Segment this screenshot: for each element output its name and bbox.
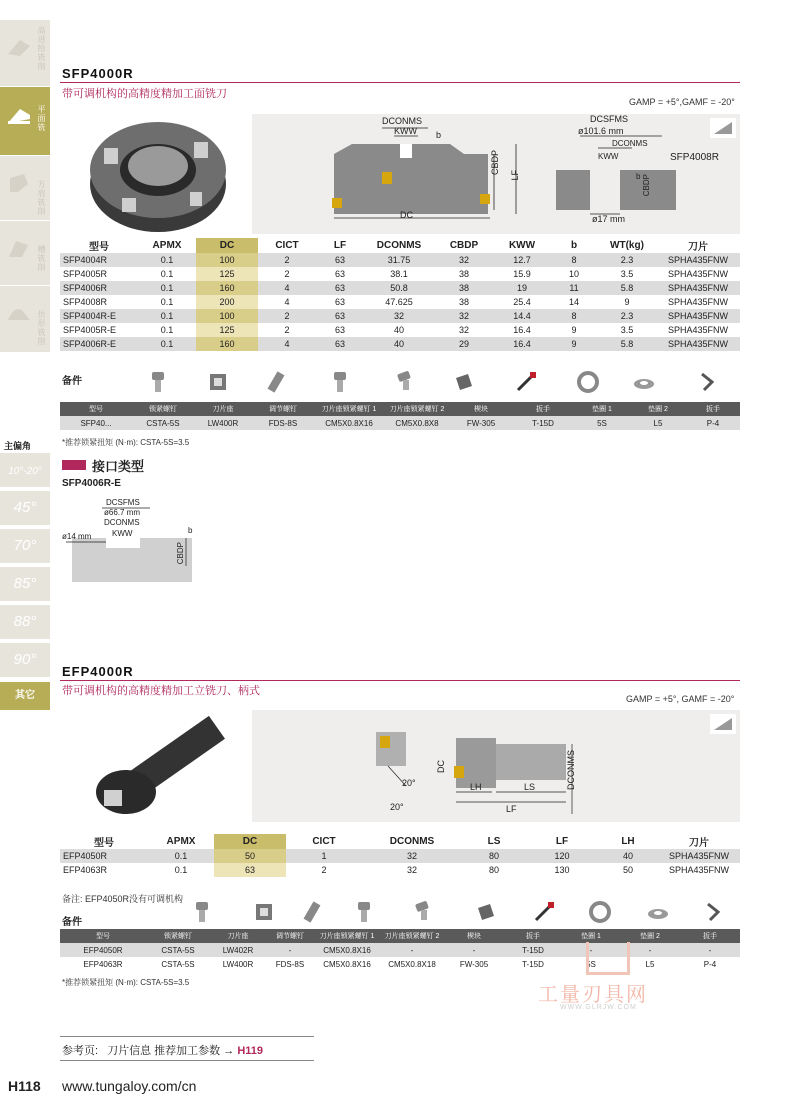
table-cell: SPHA435FNW <box>656 253 740 267</box>
hex-key-icon <box>696 370 720 394</box>
ref-text: 刀片信息 推荐加工参数 → <box>107 1045 235 1057</box>
parts-col-header: 扳手 <box>504 929 562 943</box>
table-cell: 0.1 <box>148 849 214 863</box>
seat-screw-2-icon <box>394 370 418 394</box>
parts-col-header: 刀片座锁紧螺钉 1 <box>314 929 380 943</box>
table-cell: 160 <box>196 281 258 295</box>
col-header: DCONMS <box>389 836 435 847</box>
section1-diagram <box>252 114 740 234</box>
parts-col-header: 调节螺钉 <box>266 929 314 943</box>
parts-col-header: 扳手 <box>680 929 740 943</box>
parts-cell: FW-305 <box>450 416 512 430</box>
label-b: b <box>188 526 193 535</box>
face-milling-icon <box>6 103 32 125</box>
table-cell: 63 <box>214 863 286 877</box>
parts-cell: T-15D <box>504 943 562 957</box>
page-number: H118 <box>8 1078 41 1094</box>
table-cell: SPHA435FNW <box>667 297 729 307</box>
label-dconms: DCONMS <box>566 750 576 790</box>
table-cell: 2 <box>258 309 316 323</box>
table-cell: 38.1 <box>390 269 408 279</box>
table-cell: 40 <box>598 849 658 863</box>
insert-seat-icon <box>206 370 230 394</box>
table-cell: 3.5 <box>620 325 634 335</box>
angle-tab-10-20[interactable]: 10°-20° <box>0 453 50 488</box>
col-header: LS <box>487 836 501 847</box>
section2-torque-note: *推荐锁紧扭矩 (N·m): CSTA-5S=3.5 <box>62 978 190 987</box>
table-cell: 0.1 <box>174 865 188 875</box>
table-cell: 16.4 <box>513 325 531 335</box>
washer-1-icon <box>576 370 600 394</box>
col-header: APMX <box>166 836 196 847</box>
parts-col-header: 刀片座锁紧螺钉 1 <box>314 402 384 416</box>
label-d14: ø14 mm <box>62 532 92 541</box>
section1-code: SFP4000R <box>62 66 134 81</box>
insert-seat-icon <box>252 900 276 924</box>
table-cell: 12.7 <box>494 253 550 267</box>
label-model: SFP4008R <box>670 152 719 163</box>
table-row <box>60 309 740 323</box>
table-cell: 50 <box>214 849 286 863</box>
table-header-row <box>60 238 740 253</box>
parts-cell: FW-305 <box>459 959 489 969</box>
table-cell: 100 <box>196 309 258 323</box>
section1-parts-label: 备件 <box>62 376 82 387</box>
table-cell: 2.3 <box>598 253 656 267</box>
section2-divider <box>60 680 740 681</box>
table-cell: 9 <box>550 337 598 351</box>
table-cell: 63 <box>316 281 364 295</box>
parts-header-row <box>60 402 740 416</box>
wrench-icon <box>532 900 556 924</box>
table-cell: 50 <box>622 865 633 875</box>
label-20a: 20° <box>402 778 416 788</box>
section2-subtitle: 带可调机构的高精度精加工立铣刀、柄式 <box>62 685 260 697</box>
col-header: LH <box>621 836 635 847</box>
label-kww: KWW <box>394 126 417 136</box>
adjust-screw-icon <box>300 900 324 924</box>
parts-cell: T-15D <box>512 416 574 430</box>
sidebar-tab-copy[interactable] <box>0 286 50 353</box>
footer-bottom-line <box>60 1060 314 1061</box>
table-cell: 2.3 <box>598 309 656 323</box>
section1-torque-note: *推荐锁紧扭矩 (N·m): CSTA-5S=3.5 <box>62 438 190 447</box>
angle-header: 主偏角 <box>4 441 32 451</box>
col-header: b <box>570 240 578 251</box>
parts-col-header: 垫圈 2 <box>620 929 680 943</box>
parts-col-header: 垫圈 2 <box>630 402 686 416</box>
table-cell: 63 <box>334 325 345 335</box>
table-cell: SFP4008R <box>63 297 108 307</box>
table-cell: 25.4 <box>513 297 531 307</box>
table-cell: 5.8 <box>598 281 656 295</box>
table-cell: 0.1 <box>138 253 196 267</box>
col-header: DC <box>214 834 286 849</box>
face-mill-image <box>82 108 232 238</box>
section1-gamp: GAMP = +5°,GAMF = -20° <box>629 97 735 107</box>
wedge-icon <box>474 900 498 924</box>
table-row <box>60 253 740 267</box>
parts-col-header: 刀片座 <box>194 402 252 416</box>
sidebar-tab-label: 高进给铣削 <box>37 26 46 71</box>
table-cell: SFP4005R-E <box>63 325 117 335</box>
parts-cell: CSTA-5S <box>161 959 195 969</box>
section2-remark: 备注: EFP4050R没有可调机构 <box>62 894 184 904</box>
watermark-logo <box>586 942 630 975</box>
table-cell: 14.4 <box>494 309 550 323</box>
section1-spec-table <box>60 238 740 351</box>
parts-cell: - <box>562 943 620 957</box>
table-cell: 2 <box>284 325 290 335</box>
table-cell: 11 <box>550 281 598 295</box>
parts-col-header: 楔块 <box>450 402 512 416</box>
table-cell: 4 <box>258 337 316 351</box>
table-cell: 38 <box>458 269 469 279</box>
col-header: APMX <box>152 240 182 251</box>
table-cell: 63 <box>334 297 345 307</box>
parts-cell: FDS-8S <box>275 959 305 969</box>
label-dcsfms: DCSFMS <box>106 498 140 507</box>
label-dconms2: DCONMS <box>612 139 648 148</box>
table-cell: SPHA435FNW <box>656 309 740 323</box>
table-cell: SFP4005R <box>63 269 108 279</box>
parts-cell: LW400R <box>194 416 252 430</box>
col-header: 型号 <box>94 838 114 849</box>
table-cell: 125 <box>196 267 258 281</box>
label-b: b <box>436 130 442 140</box>
parts-row <box>60 416 740 430</box>
parts-cell: FDS-8S <box>252 416 314 430</box>
label-dconms: DCONMS <box>104 518 140 527</box>
parts-cell: L5 <box>645 959 655 969</box>
parts-cell: T-15D <box>522 959 544 969</box>
angle-tab-88[interactable]: 88° <box>0 605 50 640</box>
interface-diagram <box>62 496 212 584</box>
section1-divider <box>60 82 740 83</box>
sidebar-tab-label: 仿形铣削 <box>37 310 46 346</box>
label-ls: LS <box>524 782 536 792</box>
col-header: WT(kg) <box>610 240 644 251</box>
other-tab[interactable]: 其它 <box>0 682 50 711</box>
table-row <box>60 295 740 309</box>
parts-cell: CM5X0.8X18 <box>388 959 436 969</box>
parts-col-header: 型号 <box>60 929 146 943</box>
parts-cell: CM5X0.8X16 <box>314 943 380 957</box>
parts-row <box>60 957 740 971</box>
table-header-row <box>60 834 740 849</box>
table-row <box>60 849 740 863</box>
parts-cell: - <box>680 943 740 957</box>
table-cell: 4 <box>258 281 316 295</box>
sidebar-tab-high-feed[interactable] <box>0 20 50 87</box>
label-dcsfms: DCSFMS <box>590 114 628 124</box>
table-cell: 32 <box>406 865 417 875</box>
col-header: CICT <box>312 836 336 847</box>
table-cell: 2 <box>284 269 290 279</box>
label-kww: KWW <box>112 529 133 538</box>
footer-url[interactable]: www.tungaloy.com/cn <box>62 1078 197 1094</box>
table-cell: EFP4050R <box>60 849 148 863</box>
seat-screw-1-icon <box>328 370 352 394</box>
col-header: 型号 <box>89 242 109 253</box>
table-cell: 0.1 <box>160 269 174 279</box>
parts-cell: 5S <box>574 416 630 430</box>
parts-row <box>60 943 740 957</box>
table-cell: SPHA435FNW <box>668 865 730 875</box>
parts-cell: P-4 <box>703 959 717 969</box>
parts-cell: CM5X0.8X16 <box>323 959 371 969</box>
angle-tab-85[interactable]: 85° <box>0 567 50 602</box>
lock-screw-icon <box>146 370 170 394</box>
label-cbdp: CBDP <box>176 542 185 565</box>
table-cell: 130 <box>554 865 570 875</box>
label-d17: ø17 mm <box>592 214 626 224</box>
label-dconms: DCONMS <box>382 116 422 126</box>
parts-header-row <box>60 929 740 943</box>
parts-cell: LW400R <box>222 959 254 969</box>
table-cell: SPHA435FNW <box>656 281 740 295</box>
table-cell: 8 <box>550 253 598 267</box>
table-cell: 32 <box>434 253 494 267</box>
parts-col-header: 锁紧螺钉 <box>146 929 210 943</box>
parts-cell: EFP4050R <box>60 943 146 957</box>
table-cell: 0.1 <box>138 309 196 323</box>
table-cell: SPHA435FNW <box>658 849 740 863</box>
table-row <box>60 863 740 877</box>
seat-screw-2-icon <box>412 900 436 924</box>
section2-spec-table <box>60 834 740 877</box>
label-cbdp: CBDP <box>490 150 500 176</box>
section2-parts-table <box>60 929 740 971</box>
table-cell: SPHA435FNW <box>667 269 729 279</box>
parts-col-header: 垫圈 1 <box>574 402 630 416</box>
wrench-icon <box>514 370 538 394</box>
table-cell: 9 <box>624 297 630 307</box>
table-cell: SFP4004R-E <box>60 309 138 323</box>
col-header: DCONMS <box>376 240 422 251</box>
table-cell: 3.5 <box>620 269 634 279</box>
seat-screw-1-icon <box>352 900 376 924</box>
watermark-text: 工量刃具网 <box>538 984 648 1006</box>
table-cell: 31.75 <box>364 253 434 267</box>
washer-2-icon <box>632 370 656 394</box>
table-cell: 32 <box>364 309 434 323</box>
label-lf: LF <box>510 170 520 181</box>
table-cell: SFP4006R <box>60 281 138 295</box>
angle-tab-70[interactable]: 70° <box>0 529 50 564</box>
table-cell: 32 <box>434 309 494 323</box>
section1-part-icons <box>140 370 740 400</box>
label-20b: 20° <box>390 802 404 812</box>
label-b2: b <box>636 172 641 181</box>
end-mill-drawing <box>252 710 740 822</box>
sidebar-tab-shoulder[interactable] <box>0 156 50 221</box>
parts-col-header: 刀片座锁紧螺钉 2 <box>384 402 450 416</box>
label-d1016: ø101.6 mm <box>578 126 624 136</box>
washer-2-icon <box>646 900 670 924</box>
hex-key-icon <box>702 900 726 924</box>
footer-reference <box>62 1042 263 1058</box>
table-cell: 4 <box>284 297 290 307</box>
label-cbdp2: CBDP <box>642 174 651 197</box>
slot-milling-icon <box>6 237 32 259</box>
table-cell: 63 <box>316 253 364 267</box>
angle-tab-90[interactable]: 90° <box>0 643 50 678</box>
label-lf: LF <box>506 804 517 814</box>
sidebar-tab-label: 槽铣削 <box>37 245 46 272</box>
sidebar-tab-label: 方肩铣削 <box>37 180 46 216</box>
parts-col-header: 锁紧螺钉 <box>132 402 194 416</box>
table-row <box>60 267 740 281</box>
parts-cell: LW402R <box>210 943 266 957</box>
table-cell: 63 <box>316 309 364 323</box>
lock-screw-icon <box>190 900 214 924</box>
table-cell: 32 <box>458 325 469 335</box>
parts-col-header: 扳手 <box>686 402 740 416</box>
table-cell: 8 <box>550 309 598 323</box>
label-dc: DC <box>400 210 413 220</box>
section2-gamp: GAMP = +5°, GAMF = -20° <box>626 694 735 704</box>
table-row <box>60 323 740 337</box>
table-cell: 80 <box>462 849 526 863</box>
wedge-icon <box>452 370 476 394</box>
parts-col-header: 型号 <box>60 402 132 416</box>
table-cell: 2 <box>321 865 327 875</box>
parts-col-header: 调节螺钉 <box>252 402 314 416</box>
parts-cell: SFP40... <box>60 416 132 430</box>
table-cell: 10 <box>568 269 579 279</box>
label-d667: ø66.7 mm <box>104 508 141 517</box>
section1-subtitle: 带可调机构的高精度精加工面铣刀 <box>62 88 227 100</box>
interface-model: SFP4006R-E <box>62 478 121 489</box>
table-cell: 120 <box>526 849 598 863</box>
table-cell: 32 <box>362 849 462 863</box>
table-cell: SFP4004R <box>60 253 138 267</box>
section2-diagram <box>252 710 740 822</box>
table-cell: 1 <box>286 849 362 863</box>
table-cell: 2 <box>258 253 316 267</box>
parts-cell: - <box>266 943 314 957</box>
interface-title: 接口类型 <box>92 459 145 474</box>
table-cell: 14 <box>568 297 579 307</box>
section2-part-icons <box>140 900 740 928</box>
ref-prefix: 参考页: <box>62 1045 99 1057</box>
table-cell: 9 <box>571 325 577 335</box>
label-dc: DC <box>436 760 446 773</box>
table-cell: SPHA435FNW <box>667 325 729 335</box>
table-cell: 0.1 <box>138 337 196 351</box>
table-cell: 5.8 <box>598 337 656 351</box>
section1-parts-table <box>60 402 740 430</box>
table-cell: 40 <box>393 325 404 335</box>
parts-cell: P-4 <box>686 416 740 430</box>
table-cell: 50.8 <box>364 281 434 295</box>
col-header: CICT <box>275 240 299 251</box>
table-cell: 29 <box>434 337 494 351</box>
table-row <box>60 281 740 295</box>
table-cell: 160 <box>196 337 258 351</box>
col-header: DC <box>196 238 258 253</box>
table-cell: 80 <box>488 865 499 875</box>
col-header: KWW <box>508 240 536 251</box>
copy-milling-icon <box>6 302 32 324</box>
table-cell: 19 <box>494 281 550 295</box>
adjust-screw-icon <box>264 370 288 394</box>
parts-cell: CM5X0.8X16 <box>314 416 384 430</box>
parts-cell: - <box>620 943 680 957</box>
table-cell: SFP4006R-E <box>60 337 138 351</box>
parts-cell: 5S <box>586 959 596 969</box>
parts-col-header: 楔块 <box>444 929 504 943</box>
table-row <box>60 337 740 351</box>
parts-cell: - <box>380 943 444 957</box>
table-cell: 125 <box>196 323 258 337</box>
table-cell: 40 <box>364 337 434 351</box>
washer-1-icon <box>588 900 612 924</box>
label-kww2: KWW <box>598 152 619 161</box>
ref-page-link[interactable]: H119 <box>237 1045 264 1057</box>
sidebar-tab-slot[interactable] <box>0 221 50 286</box>
parts-col-header: 扳手 <box>512 402 574 416</box>
table-cell: 0.1 <box>160 297 174 307</box>
section2-code: EFP4000R <box>62 664 134 679</box>
footer-top-line <box>60 1036 314 1037</box>
table-cell: 16.4 <box>494 337 550 351</box>
table-cell: 63 <box>316 337 364 351</box>
parts-cell: CM5X0.8X8 <box>384 416 450 430</box>
parts-cell: CSTA-5S <box>132 416 194 430</box>
table-cell: 15.9 <box>513 269 531 279</box>
parts-cell: EFP4063R <box>83 959 123 969</box>
parts-cell: L5 <box>630 416 686 430</box>
col-header: CBDP <box>449 240 479 251</box>
sidebar-tab-face-milling[interactable] <box>0 87 50 156</box>
parts-col-header: 垫圈 1 <box>562 929 620 943</box>
col-header: LF <box>555 836 569 847</box>
parts-col-header: 刀片座锁紧螺钉 2 <box>380 929 444 943</box>
end-mill-image <box>86 712 236 822</box>
table-cell: 200 <box>196 295 258 309</box>
parts-col-header: 刀片座 <box>210 929 266 943</box>
col-header: 刀片 <box>689 838 709 849</box>
angle-tab-45[interactable]: 45° <box>0 491 50 526</box>
table-cell: 38 <box>434 281 494 295</box>
table-cell: SPHA435FNW <box>656 337 740 351</box>
watermark-url: WWW.GLRJW.COM <box>560 1004 637 1011</box>
parts-cell: CSTA-5S <box>146 943 210 957</box>
interface-marker <box>62 460 86 470</box>
col-header: 刀片 <box>688 242 708 253</box>
sidebar-tab-label: 平面铣 <box>37 105 46 132</box>
parts-cell: - <box>444 943 504 957</box>
table-cell: 100 <box>196 253 258 267</box>
shoulder-milling-icon <box>6 172 32 194</box>
table-cell: EFP4063R <box>63 865 108 875</box>
table-cell: 0.1 <box>160 325 174 335</box>
col-header: LF <box>333 240 347 251</box>
table-cell: 38 <box>458 297 469 307</box>
label-lh: LH <box>470 782 482 792</box>
table-cell: 47.625 <box>385 297 413 307</box>
table-cell: 0.1 <box>138 281 196 295</box>
section2-parts-label: 备件 <box>62 917 82 928</box>
high-feed-icon <box>6 36 32 58</box>
table-cell: 63 <box>334 269 345 279</box>
